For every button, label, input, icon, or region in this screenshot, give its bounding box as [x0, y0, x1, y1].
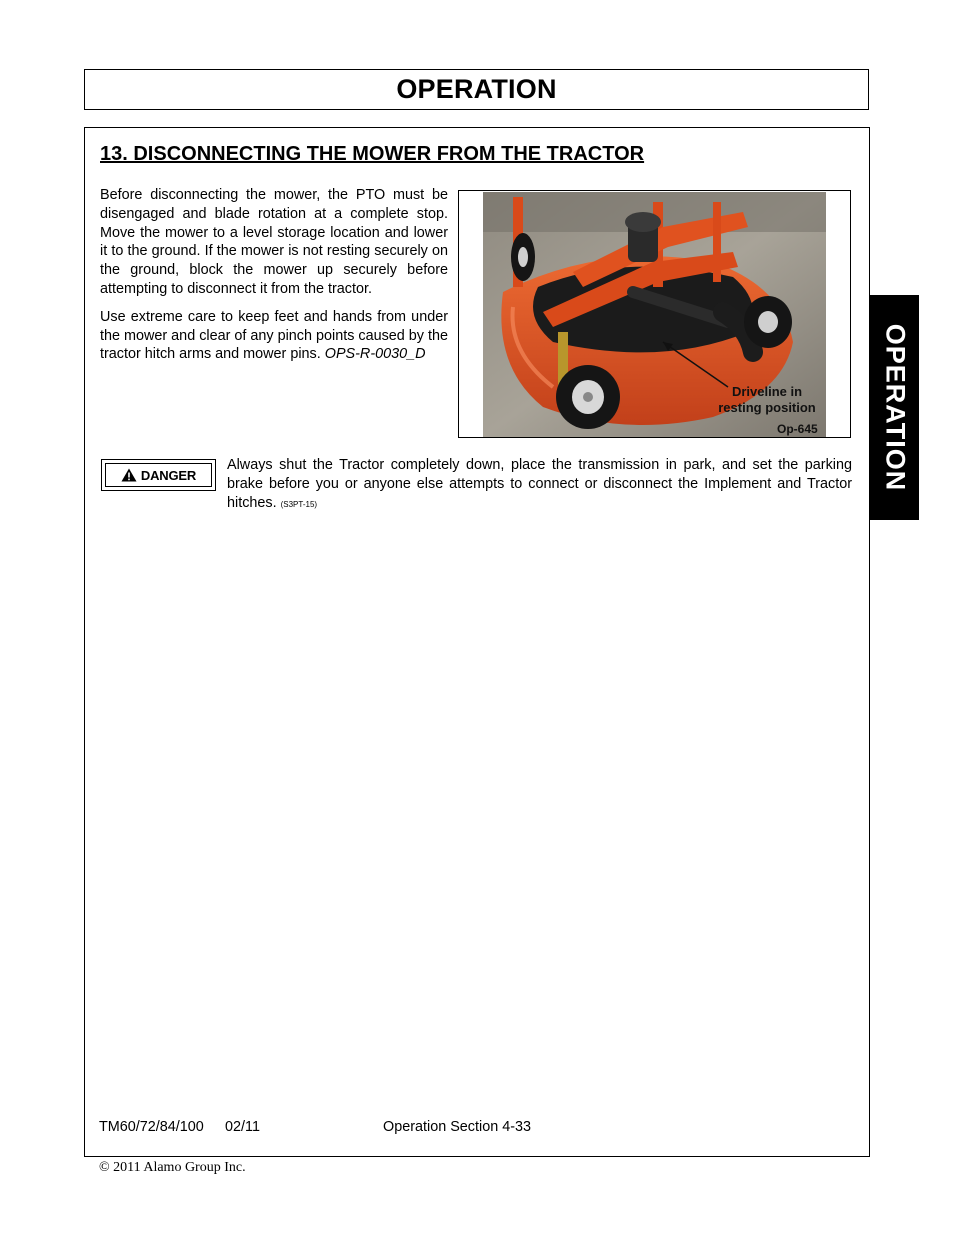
page-header [84, 69, 869, 110]
instruction-text [100, 186, 448, 373]
danger-badge [101, 459, 216, 491]
danger-badge-inner [105, 463, 212, 487]
figure-id: Op-645 [777, 422, 818, 436]
copyright: © 2011 Alamo Group Inc. [99, 1160, 246, 1175]
section-heading: 13. DISCONNECTING THE MOWER FROM THE TRACTOR [100, 143, 645, 165]
reference-code: OPS-R-0030_D [324, 346, 426, 363]
instruction-paragraph-2-text: Use extreme care to keep feet and hands from under the mower and clear of any pinch points caused by the tractor hitch arms and mower pins. [100, 308, 448, 363]
mower-figure [458, 190, 851, 438]
danger-message-text: Always shut the Tractor completely down, place the transmission in park, and set the parking brake before you or anyone else attempts to connect or disconnect the Implement and Tractor hitches. [227, 457, 852, 511]
side-tab [870, 295, 919, 520]
danger-code: (S3PT-15) [280, 499, 318, 509]
figure-caption: Driveline in resting position [718, 384, 816, 415]
page-title: OPERATION [396, 74, 557, 104]
side-tab-label: OPERATION [880, 323, 911, 492]
footer-page-number: Operation Section 4-33 [383, 1119, 531, 1135]
danger-message [227, 456, 852, 514]
footer-date: 02/11 [225, 1119, 260, 1135]
danger-label: DANGER [140, 467, 197, 483]
footer-model: TM60/72/84/100 [99, 1119, 204, 1135]
instruction-paragraph-2 [100, 308, 448, 364]
instruction-paragraph-1: Before disconnecting the mower, the PTO must be disengaged and blade rotation at a complete stop. Move the mower to a level storage location and lower it to the ground. If the mower is not resting securely on the ground, block the mower up securely before attempting to disconnect it from the tractor. [100, 187, 448, 297]
warning-triangle-icon [121, 468, 137, 482]
